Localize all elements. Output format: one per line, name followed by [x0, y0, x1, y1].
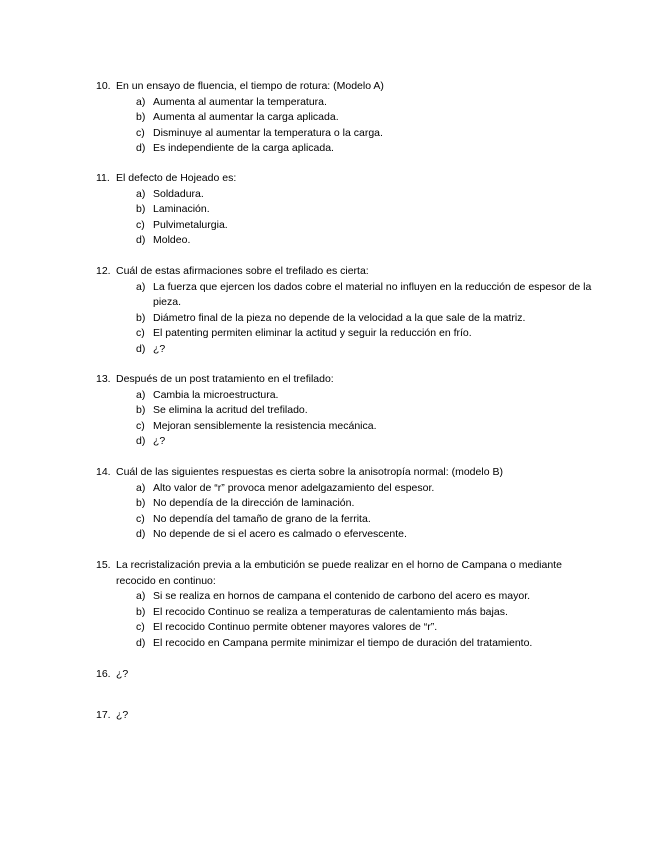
option-text: Alto valor de “r” provoca menor adelgazamiento del espesor.	[153, 481, 435, 494]
answer-option	[96, 233, 596, 249]
question-line	[96, 708, 596, 724]
option-letter: d)	[136, 435, 146, 447]
answer-option	[96, 110, 596, 126]
option-text: Soldadura.	[153, 187, 204, 200]
answer-option	[96, 202, 596, 218]
option-text: No depende de si el acero es calmado o efervescente.	[153, 528, 407, 540]
question-line	[96, 558, 596, 589]
question-number: 13.	[96, 373, 111, 385]
question-line	[96, 372, 596, 388]
question-number: 12.	[96, 265, 111, 277]
answer-option	[96, 512, 596, 528]
option-letter: d)	[136, 142, 146, 154]
question-12	[96, 264, 596, 357]
question-11	[96, 171, 596, 249]
question-text: El defecto de Hojeado es:	[116, 172, 237, 184]
option-text: Si se realiza en hornos de campana el contenido de carbono del acero es mayor.	[153, 590, 531, 602]
answer-option	[96, 95, 596, 111]
option-letter: b)	[136, 497, 146, 509]
question-text: ¿?	[116, 709, 129, 721]
question-number: 10.	[96, 80, 111, 92]
answer-option	[96, 326, 596, 342]
question-13	[96, 372, 596, 450]
question-line	[96, 667, 596, 683]
option-letter: a)	[136, 590, 146, 602]
option-letter: d)	[136, 528, 146, 540]
option-text: La fuerza que ejercen los dados cobre el material no influyen en la reducción de espesor de la pieza.	[153, 280, 592, 308]
option-text: El recocido en Campana permite minimizar el tiempo de duración del tratamiento.	[153, 636, 533, 649]
option-letter: c)	[136, 126, 145, 139]
option-text: ¿?	[153, 342, 166, 355]
question-text: En un ensayo de fluencia, el tiempo de rotura: (Modelo A)	[116, 80, 384, 92]
option-text: Pulvimetalurgia.	[153, 218, 228, 231]
option-letter: a)	[136, 388, 146, 401]
option-text: ¿?	[153, 435, 166, 447]
option-letter: c)	[136, 621, 145, 633]
question-text: ¿?	[116, 668, 129, 680]
option-text: El patenting permiten eliminar la actitud y seguir la reducción en frío.	[153, 327, 472, 339]
answer-option	[96, 589, 596, 605]
answer-option	[96, 434, 596, 450]
option-letter: b)	[136, 311, 146, 324]
answer-option	[96, 342, 596, 358]
option-text: El recocido Continuo se realiza a temperaturas de calentamiento más bajas.	[153, 605, 508, 618]
question-number: 17.	[96, 709, 111, 721]
option-text: Mejoran sensiblemente la resistencia mecánica.	[153, 419, 377, 432]
option-letter: d)	[136, 636, 146, 649]
option-letter: d)	[136, 342, 146, 355]
option-text: El recocido Continuo permite obtener mayores valores de “r”.	[153, 621, 438, 633]
question-15	[96, 558, 596, 651]
answer-option	[96, 605, 596, 621]
option-letter: c)	[136, 327, 145, 339]
option-text: Se elimina la acritud del trefilado.	[153, 404, 308, 416]
option-text: Es independiente de la carga aplicada.	[153, 142, 334, 154]
question-line	[96, 171, 596, 187]
option-text: No dependía del tamaño de grano de la ferrita.	[153, 512, 371, 525]
answer-option	[96, 636, 596, 652]
question-line	[96, 79, 596, 95]
option-text: Moldeo.	[153, 234, 191, 246]
option-letter: d)	[136, 234, 146, 246]
option-letter: b)	[136, 404, 146, 416]
option-letter: a)	[136, 95, 146, 108]
answer-option	[96, 419, 596, 435]
answer-option	[96, 187, 596, 203]
question-number: 16.	[96, 668, 111, 680]
option-text: No dependía de la dirección de laminación.	[153, 497, 355, 509]
question-text: Cuál de estas afirmaciones sobre el trefilado es cierta:	[116, 265, 369, 277]
question-14	[96, 465, 596, 543]
option-letter: a)	[136, 481, 146, 494]
answer-option	[96, 403, 596, 419]
option-letter: b)	[136, 203, 146, 215]
option-text: Aumenta al aumentar la carga aplicada.	[153, 111, 339, 123]
question-text: Después de un post tratamiento en el trefilado:	[116, 373, 334, 385]
question-10	[96, 79, 596, 157]
answer-option	[96, 126, 596, 142]
option-letter: b)	[136, 111, 146, 123]
question-16	[96, 667, 596, 683]
question-line	[96, 264, 596, 280]
option-letter: b)	[136, 605, 146, 618]
answer-option	[96, 620, 596, 636]
option-text: Diámetro final de la pieza no depende de la velocidad a la que sale de la matriz.	[153, 311, 526, 324]
option-letter: c)	[136, 512, 145, 525]
question-number: 11.	[96, 172, 110, 184]
question-number: 15.	[96, 559, 111, 571]
option-text: Laminación.	[153, 203, 210, 215]
question-text: Cuál de las siguientes respuestas es cierta sobre la anisotropía normal: (modelo B)	[116, 466, 503, 478]
answer-option	[96, 496, 596, 512]
question-line	[96, 465, 596, 481]
question-17	[96, 708, 596, 724]
option-letter: c)	[136, 419, 145, 432]
answer-option	[96, 388, 596, 404]
answer-option	[96, 141, 596, 157]
question-text: La recristalización previa a la embutición se puede realizar en el horno de Campana o mediante recocido en continuo:	[116, 559, 562, 587]
option-text: Disminuye al aumentar la temperatura o la carga.	[153, 126, 383, 139]
answer-option	[96, 218, 596, 234]
answer-option	[96, 311, 596, 327]
answer-option	[96, 481, 596, 497]
option-text: Cambia la microestructura.	[153, 388, 279, 401]
option-letter: a)	[136, 187, 146, 200]
option-letter: c)	[136, 218, 145, 231]
answer-option	[96, 280, 596, 311]
option-text: Aumenta al aumentar la temperatura.	[153, 95, 327, 108]
option-letter: a)	[136, 280, 146, 293]
answer-option	[96, 527, 596, 543]
question-number: 14.	[96, 466, 111, 478]
